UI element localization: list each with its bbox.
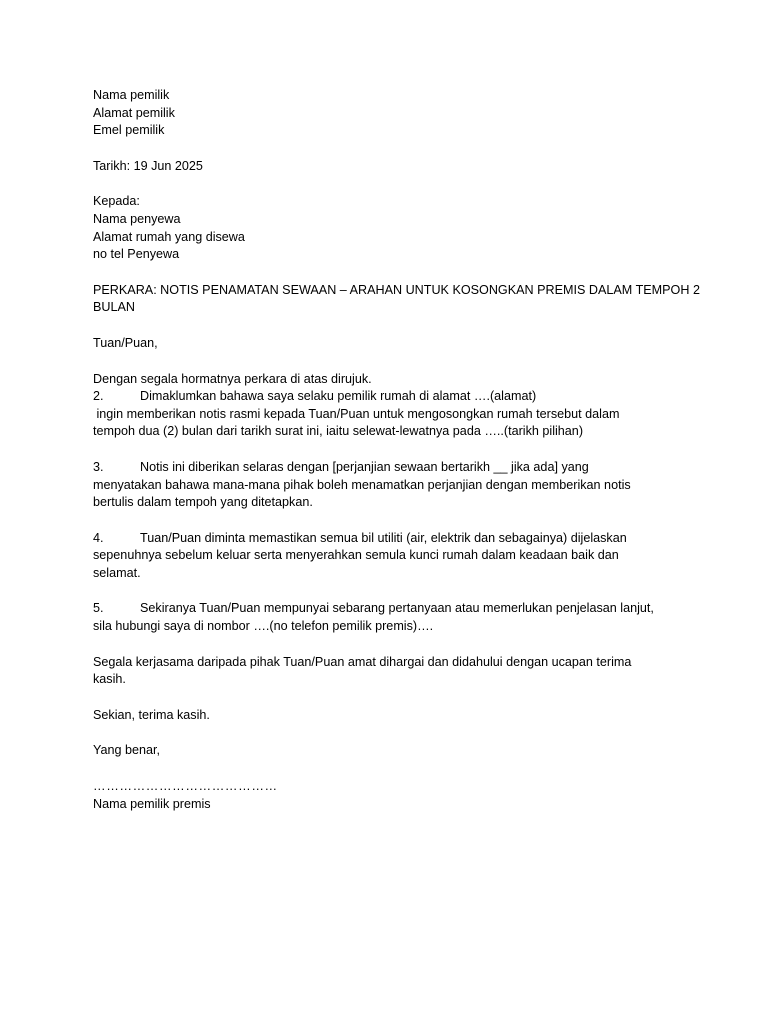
signatory-name: Nama pemilik premis: [93, 796, 211, 811]
recipient-heading: Kepada:: [93, 194, 140, 209]
paragraph-4-line-1: [93, 530, 668, 548]
paragraph-4-line-3: selamat.: [93, 565, 141, 580]
paragraph-3-line-1: [93, 459, 668, 477]
paragraph-4-number: 4.: [93, 530, 104, 545]
appreciation-line-1: Segala kerjasama daripada pihak Tuan/Puan amat dihargai dan didahului dengan ucapan terima: [93, 654, 632, 669]
paragraph-5-line-2: sila hubungi saya di nombor ….(no telefon pemilik premis)….: [93, 619, 434, 634]
sign-off: Yang benar,: [93, 743, 160, 758]
paragraph-3-number: 3.: [93, 459, 104, 474]
recipient-phone: no tel Penyewa: [93, 247, 180, 262]
paragraph-5-text: Sekiranya Tuan/Puan mempunyai sebarang pertanyaan atau memerlukan penjelasan lanjut,: [140, 601, 654, 616]
paragraph-3-line-3: bertulis dalam tempoh yang ditetapkan.: [93, 495, 313, 510]
salutation: Tuan/Puan,: [93, 335, 158, 350]
paragraph-3-line-2: menyatakan bahawa mana-mana pihak boleh menamatkan perjanjian dengan memberikan notis: [93, 477, 631, 492]
closing-line: Sekian, terima kasih.: [93, 707, 210, 722]
sender-address: Alamat pemilik: [93, 105, 175, 120]
paragraph-4-line-2: sepenuhnya sebelum keluar serta menyerahkan semula kunci rumah dalam keadaan baik dan: [93, 548, 619, 563]
paragraph-2-number: 2.: [93, 389, 104, 404]
signature-line: ……………………………………: [93, 779, 278, 794]
letter-body: [93, 87, 700, 813]
recipient-name: Nama penyewa: [93, 211, 181, 226]
paragraph-2-text: Dimaklumkan bahawa saya selaku pemilik rumah di alamat ….(alamat): [140, 389, 537, 404]
paragraph-2-line-3: tempoh dua (2) bulan dari tarikh surat ini, iaitu selewat-lewatnya pada …..(tarikh pilihan): [93, 424, 584, 439]
paragraph-4-text: Tuan/Puan diminta memastikan semua bil utiliti (air, elektrik dan sebagainya) dijelaskan: [140, 530, 627, 545]
sender-email: Emel pemilik: [93, 123, 165, 138]
subject-line-2: BULAN: [93, 300, 135, 315]
subject-line-1: PERKARA: NOTIS PENAMATAN SEWAAN – ARAHAN UNTUK KOSONGKAN PREMIS DALAM TEMPOH 2: [93, 282, 700, 297]
letter-date: Tarikh: 19 Jun 2025: [93, 158, 203, 173]
paragraph-2-line-2: ingin memberikan notis rasmi kepada Tuan/Puan untuk mengosongkan rumah tersebut dalam: [93, 406, 620, 421]
recipient-address: Alamat rumah yang disewa: [93, 229, 245, 244]
sender-name: Nama pemilik: [93, 88, 170, 102]
paragraph-5-line-1: [93, 600, 668, 618]
intro-line: Dengan segala hormatnya perkara di atas dirujuk.: [93, 371, 372, 386]
paragraph-5-number: 5.: [93, 601, 104, 616]
appreciation-line-2: kasih.: [93, 672, 126, 687]
paragraph-3-text: Notis ini diberikan selaras dengan [perjanjian sewaan bertarikh __ jika ada] yang: [140, 459, 589, 474]
paragraph-2-line-1: [93, 388, 668, 406]
